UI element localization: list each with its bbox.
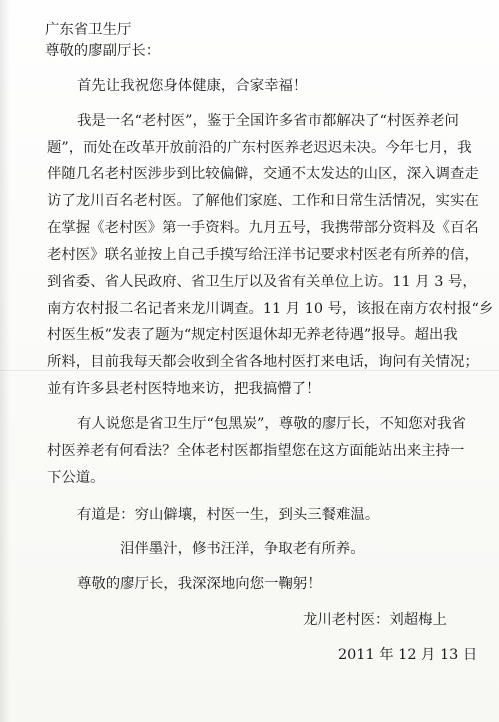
paragraph-2-line: 有人说您是省卫生厅“包黑炭”，尊敬的廖厅长，不知您对我省 — [77, 416, 466, 432]
paragraph-1-line: 到省委、省人民政府、省卫生厅以及省有关单位上访。11 月 3 号， — [47, 274, 477, 290]
verse-line-1: 有道是：穷山僻壤，村医一生，到头三餐难温。 — [77, 507, 380, 523]
paragraph-1-line: 伴随几名老村医涉步到比较偏僻，交通不太发达的山区，深入调查走 — [47, 166, 479, 182]
paragraph-1-line: 所料，目前我每天都会收到全省各地村医打来电话，询问有关情况； — [47, 354, 479, 370]
paragraph-2-line: 下公道。 — [47, 470, 105, 486]
greeting: 首先让我祝您身体健康，合家幸福！ — [77, 78, 308, 94]
paragraph-1-line: 村医生板”发表了题为“规定村医退休却无养老待遇”报导。超出我 — [47, 327, 458, 343]
paragraph-1-line: 访了龙川百名老村医。了解他们家庭、工作和日常生活情况，实实在 — [47, 193, 479, 209]
signature: 龙川老村医：刘超梅上 — [303, 612, 447, 628]
verse-line-2: 泪伴墨汁，修书汪洋，争取老有所养。 — [120, 541, 365, 557]
paragraph-1-line: 在掌握《老村医》第一手资料。九月五号，我携带部分资料及《百名 — [47, 220, 479, 236]
paragraph-1-line: 我是一名“老村医”，鉴于全国许多省市都解决了“村医养老问 — [77, 113, 459, 129]
paragraph-1-line: 並有许多县老村医特地来访，把我搞懵了！ — [47, 381, 321, 397]
salutation: 尊敬的廖副厅长： — [45, 43, 161, 59]
recipient-org: 广东省卫生厅 — [45, 22, 132, 38]
paragraph-1-line: 老村医》联名並按上自己手摸写给汪洋书记要求村医老有所养的信， — [47, 247, 479, 263]
paragraph-2-line: 村医养老有何看法？全体老村医都指望您在这方面能站出来主持一 — [47, 443, 465, 459]
paragraph-1-line: 题”，而处在改革开放前沿的广东村医养老迟迟未决。今年七月，我 — [47, 140, 472, 156]
closing-line: 尊敬的廖厅长，我深深地向您一鞠躬！ — [77, 576, 322, 592]
letter-date: 2011 年 12 月 13 日 — [338, 647, 478, 663]
paragraph-1-line: 南方农村报二名记者来龙川调查。11 月 10 号，该报在南方农村报“乡 — [47, 301, 494, 317]
